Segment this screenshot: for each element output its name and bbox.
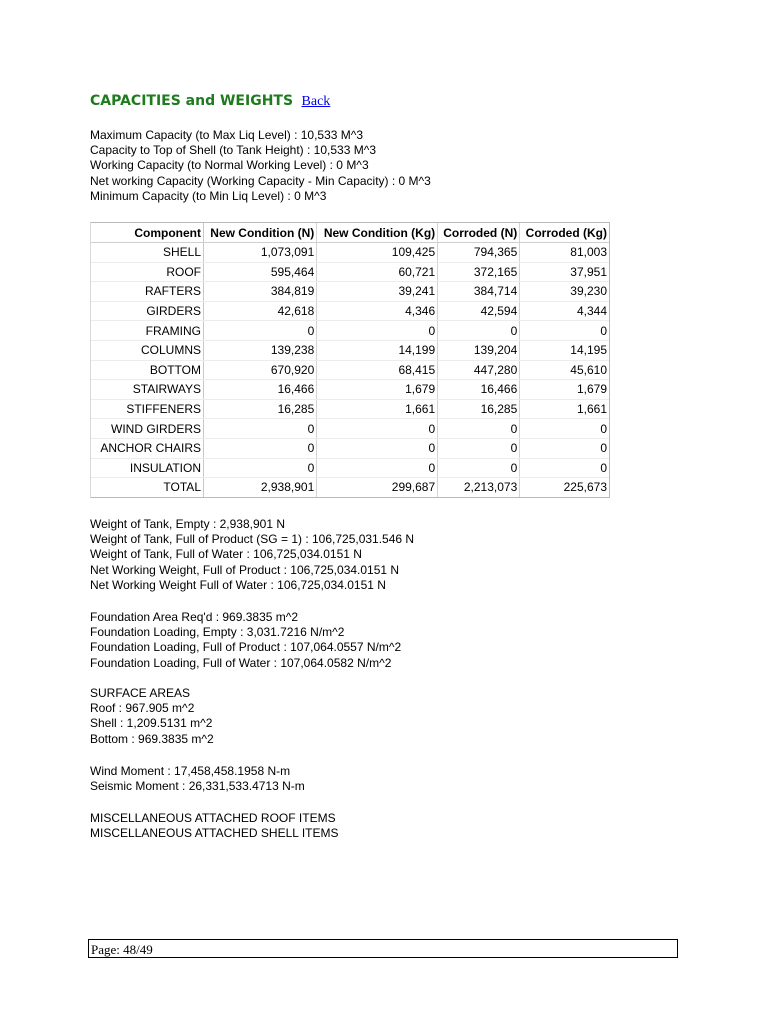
value-cell: 299,687: [317, 478, 438, 497]
column-header: Component: [91, 223, 204, 243]
foundation-line: Foundation Loading, Empty : 3,031.7216 N/m^2: [90, 625, 345, 640]
component-cell: INSULATION: [91, 458, 204, 478]
value-cell: 794,365: [438, 243, 520, 263]
value-cell: 670,920: [204, 360, 317, 380]
value-cell: 1,679: [317, 380, 438, 400]
table-row: [91, 399, 609, 419]
component-cell: FRAMING: [91, 321, 204, 341]
value-cell: 16,466: [438, 380, 520, 400]
table-row: [91, 321, 609, 341]
component-cell: WIND GIRDERS: [91, 419, 204, 439]
value-cell: 37,951: [520, 262, 609, 282]
value-cell: 4,346: [317, 301, 438, 321]
back-link[interactable]: Back: [301, 94, 331, 109]
table-row: [91, 282, 609, 302]
foundation-line: Foundation Area Req'd : 969.3835 m^2: [90, 610, 299, 624]
value-cell: 14,199: [317, 340, 438, 360]
misc-line: MISCELLANEOUS ATTACHED ROOF ITEMS: [90, 811, 336, 825]
value-cell: 16,285: [204, 399, 317, 419]
column-header: New Condition (Kg): [317, 223, 438, 243]
value-cell: 81,003: [520, 243, 609, 263]
moment-line: Wind Moment : 17,458,458.1958 N-m: [90, 764, 291, 778]
value-cell: 68,415: [317, 360, 438, 380]
value-cell: 14,195: [520, 340, 609, 360]
component-cell: ANCHOR CHAIRS: [91, 438, 204, 458]
surface-line: SURFACE AREAS: [90, 686, 191, 700]
value-cell: 16,466: [204, 380, 317, 400]
weight-line: Weight of Tank, Empty : 2,938,901 N: [90, 517, 285, 531]
value-cell: 0: [438, 458, 520, 478]
component-cell: SHELL: [91, 243, 204, 263]
weight-line: Net Working Weight Full of Water : 106,725,034.0151 N: [90, 577, 386, 592]
value-cell: 39,230: [520, 282, 609, 302]
component-cell: RAFTERS: [91, 282, 204, 302]
value-cell: 45,610: [520, 360, 609, 380]
value-cell: 0: [317, 438, 438, 458]
value-cell: 2,213,073: [438, 478, 520, 497]
value-cell: 0: [204, 438, 317, 458]
value-cell: 139,238: [204, 340, 317, 360]
component-cell: TOTAL: [91, 478, 204, 497]
surface-line: Shell : 1,209.5131 m^2: [90, 716, 213, 731]
moment-line: Seismic Moment : 26,331,533.4713 N-m: [90, 779, 305, 794]
value-cell: 0: [204, 419, 317, 439]
capacity-line: Maximum Capacity (to Max Liq Level) : 10,533 M^3: [90, 128, 364, 142]
value-cell: 0: [438, 438, 520, 458]
value-cell: 447,280: [438, 360, 520, 380]
value-cell: 109,425: [317, 243, 438, 263]
weights-block: [90, 517, 414, 593]
value-cell: 16,285: [438, 399, 520, 419]
value-cell: 0: [520, 321, 609, 341]
moments-block: [90, 764, 305, 794]
value-cell: 384,714: [438, 282, 520, 302]
table-row: [91, 438, 609, 458]
foundation-line: Foundation Loading, Full of Product : 107,064.0557 N/m^2: [90, 640, 402, 655]
table-row: [91, 458, 609, 478]
value-cell: 0: [317, 321, 438, 341]
value-cell: 1,661: [317, 399, 438, 419]
value-cell: 0: [317, 419, 438, 439]
table-row: [91, 301, 609, 321]
column-header: Corroded (N): [438, 223, 520, 243]
value-cell: 0: [438, 321, 520, 341]
value-cell: 0: [438, 419, 520, 439]
table-body: [91, 243, 609, 497]
capacity-line: Minimum Capacity (to Min Liq Level) : 0 M^3: [90, 188, 327, 203]
value-cell: 0: [317, 458, 438, 478]
table-row: [91, 419, 609, 439]
capacity-line: Net working Capacity (Working Capacity - Min Capacity) : 0 M^3: [90, 173, 431, 188]
component-cell: STAIRWAYS: [91, 380, 204, 400]
capacity-line: Working Capacity (to Normal Working Level) : 0 M^3: [90, 158, 369, 173]
value-cell: 595,464: [204, 262, 317, 282]
page-number: Page: 48/49: [91, 942, 153, 957]
value-cell: 225,673: [563, 480, 607, 495]
value-cell: 0: [520, 458, 609, 478]
value-cell: 1,661: [520, 399, 609, 419]
value-cell: 1,073,091: [204, 243, 317, 263]
section-title: CAPACITIES and WEIGHTS: [90, 93, 294, 109]
column-header: Corroded (Kg): [520, 223, 609, 243]
surface-line: Bottom : 969.3835 m^2: [90, 731, 214, 746]
value-cell: 2,938,901: [204, 478, 317, 497]
capacity-line: Capacity to Top of Shell (to Tank Height) : 10,533 M^3: [90, 143, 377, 158]
weight-line: Weight of Tank, Full of Water : 106,725,034.0151 N: [90, 547, 362, 562]
value-cell: 42,618: [204, 301, 317, 321]
weights-table-container: [90, 222, 610, 498]
component-cell: BOTTOM: [91, 360, 204, 380]
table-header-row: [91, 223, 609, 243]
section-heading: [90, 92, 330, 110]
value-cell: 60,721: [317, 262, 438, 282]
table-row: [91, 243, 609, 263]
component-cell: STIFFENERS: [91, 399, 204, 419]
surface-line: Roof : 967.905 m^2: [90, 701, 195, 716]
value-cell: 4,344: [520, 301, 609, 321]
value-cell: 139,204: [438, 340, 520, 360]
component-cell: ROOF: [91, 262, 204, 282]
value-cell: 1,679: [520, 380, 609, 400]
table-row: [91, 360, 609, 380]
page-footer: [88, 939, 678, 958]
table-row: [91, 380, 609, 400]
table-row: [91, 340, 609, 360]
value-cell: 0: [520, 419, 609, 439]
value-cell: 372,165: [438, 262, 520, 282]
capacities-block: [90, 128, 431, 204]
value-cell: 0: [204, 321, 317, 341]
foundation-line: Foundation Loading, Full of Water : 107,064.0582 N/m^2: [90, 655, 392, 670]
weights-table: [91, 223, 609, 497]
weight-line: Net Working Weight, Full of Product : 106,725,034.0151 N: [90, 562, 400, 577]
value-cell: 39,241: [317, 282, 438, 302]
misc-line: MISCELLANEOUS ATTACHED SHELL ITEMS: [90, 826, 339, 841]
misc-items-block: [90, 811, 339, 841]
value-cell: 0: [520, 438, 609, 458]
weight-line: Weight of Tank, Full of Product (SG = 1) : 106,725,031.546 N: [90, 532, 415, 547]
value-cell: 0: [204, 458, 317, 478]
value-cell: 42,594: [438, 301, 520, 321]
value-cell: 384,819: [204, 282, 317, 302]
column-header: New Condition (N): [204, 223, 317, 243]
component-cell: COLUMNS: [91, 340, 204, 360]
table-row: [91, 478, 609, 497]
table-row: [91, 262, 609, 282]
foundation-block: [90, 610, 401, 671]
component-cell: GIRDERS: [91, 301, 204, 321]
surface-areas-block: [90, 686, 214, 747]
